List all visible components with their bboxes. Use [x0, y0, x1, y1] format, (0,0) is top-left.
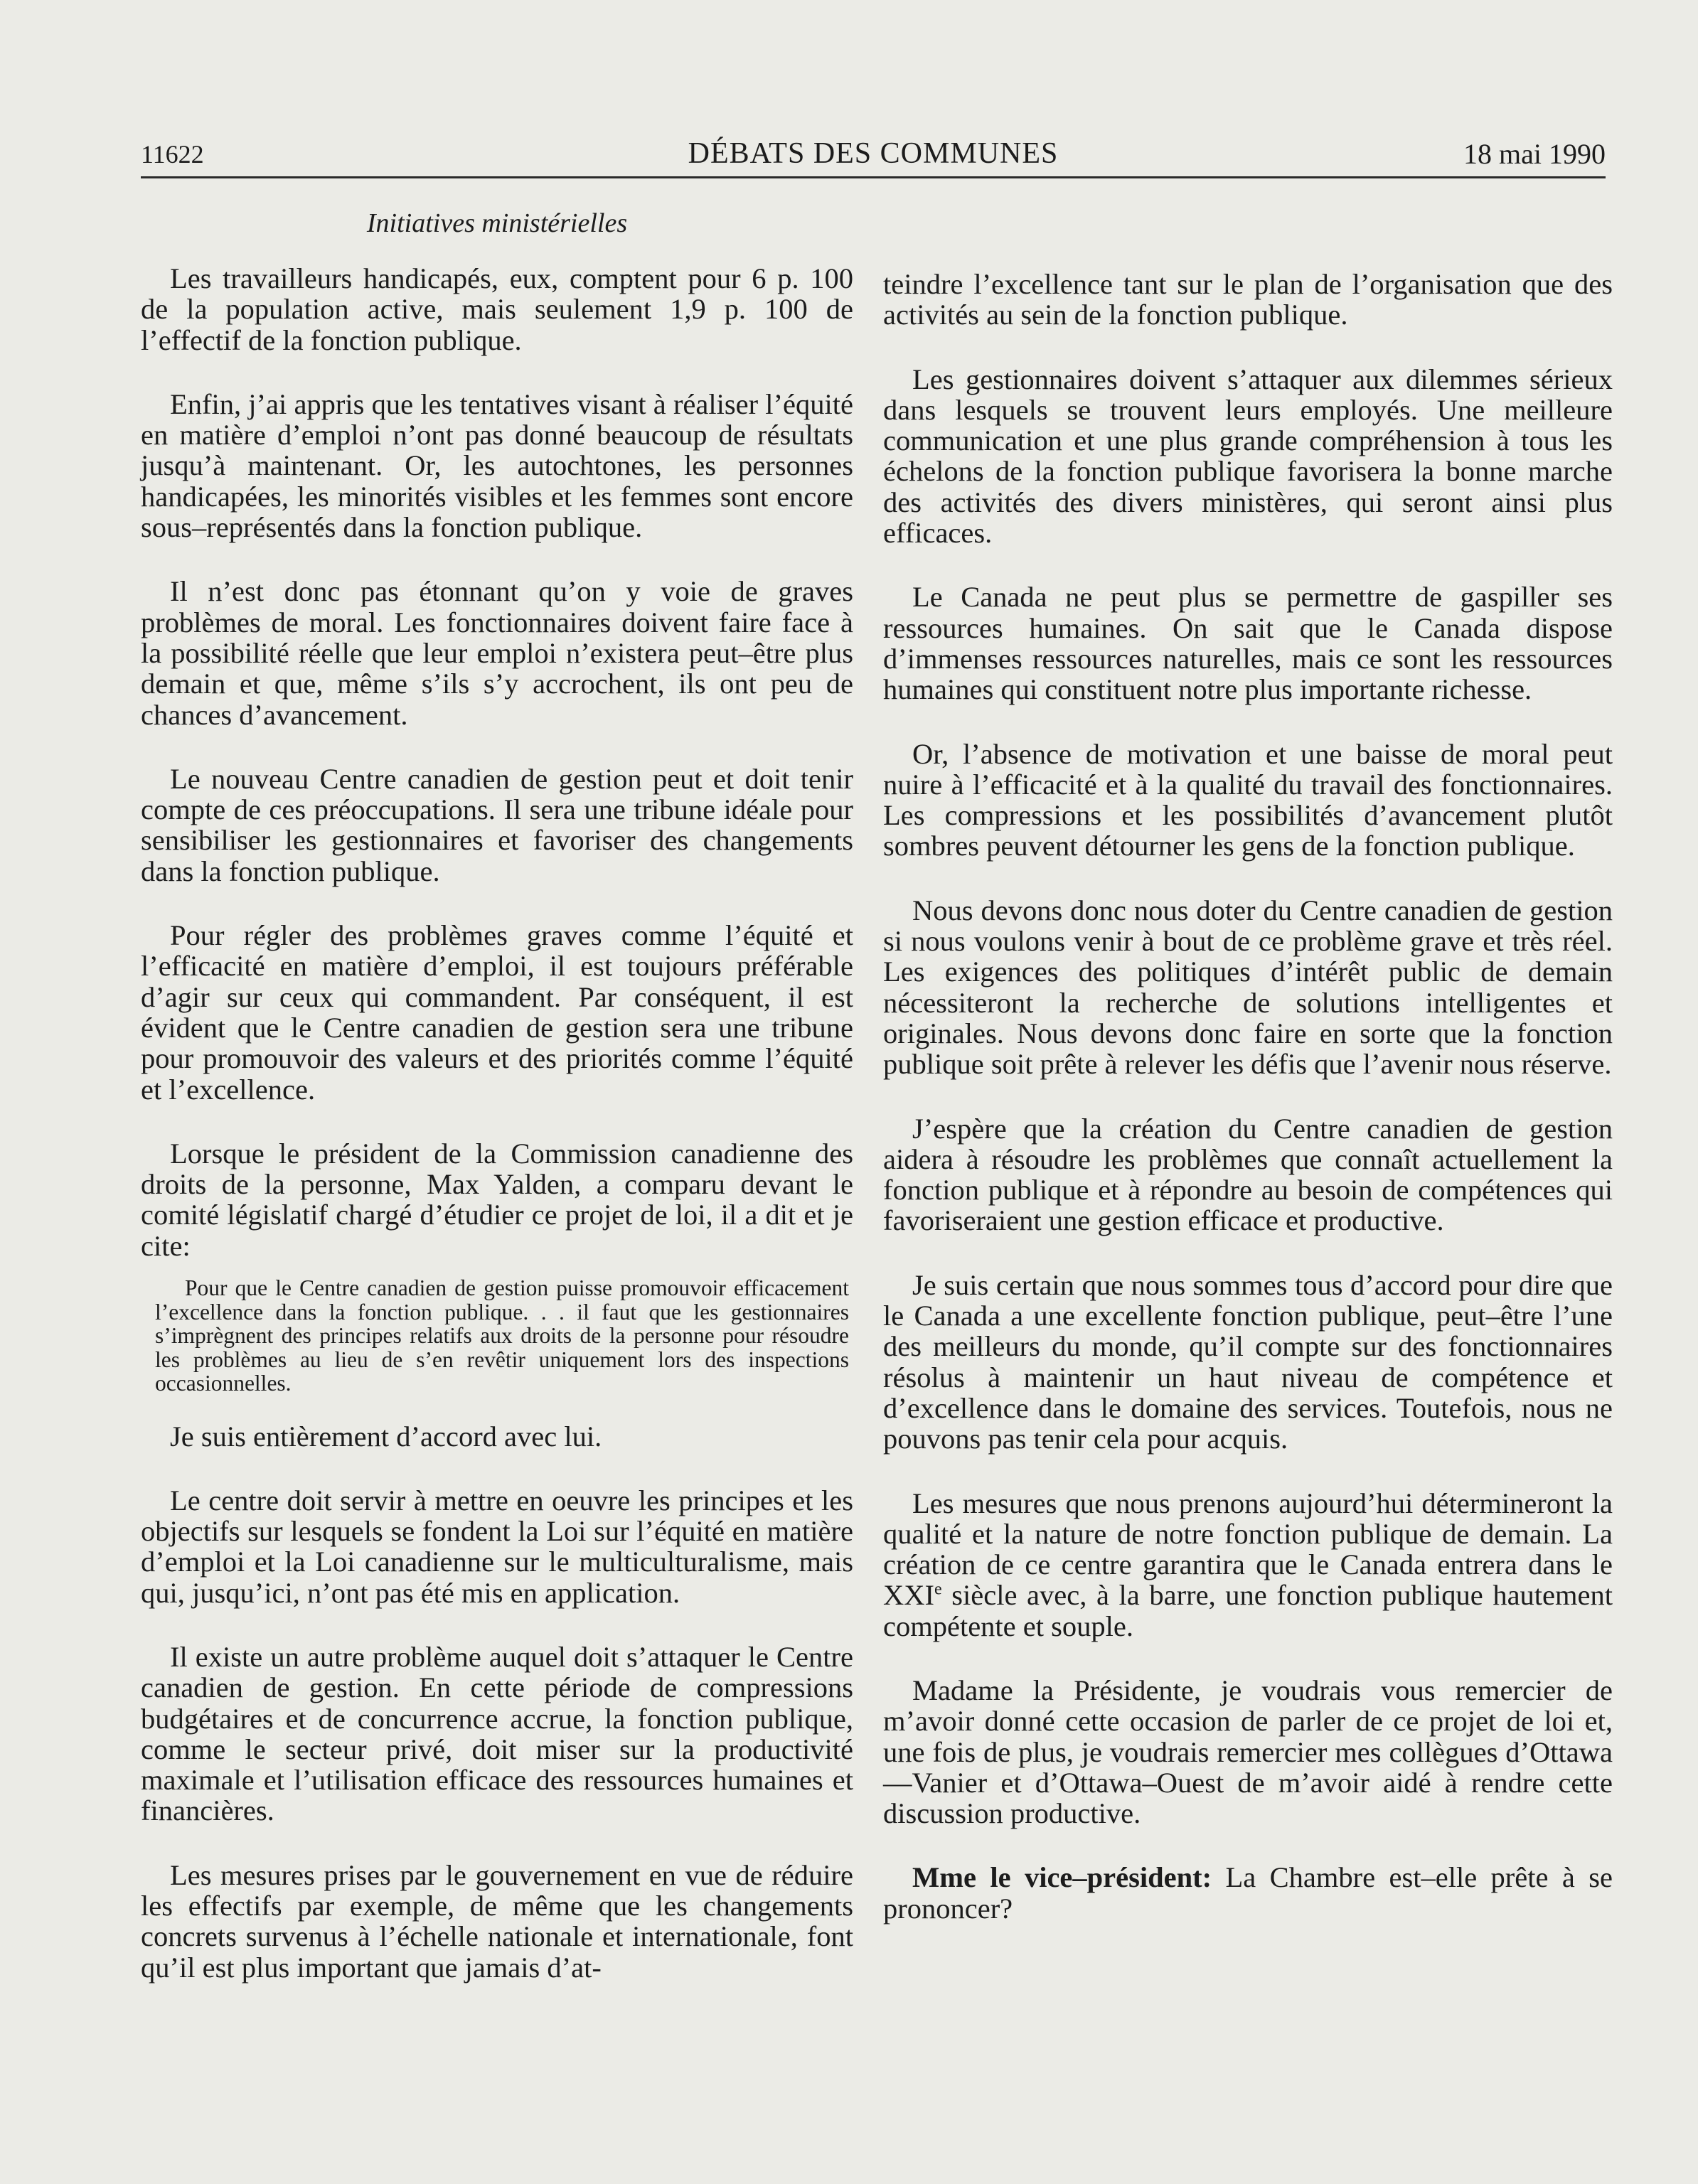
paragraph: Enfin, j’ai appris que les tentatives visant à réaliser l’équité en matière d’emploi n’ont pas donné beaucoup de résultats jusqu’à maintenant. Or, les autochtones, les personnes handicapées, les minorités visibles et les femmes sont encore sous–représentés dans la fonction publique.: [141, 387, 853, 544]
superscript: e: [934, 1580, 942, 1599]
paragraph-continued: teindre l’excellence tant sur le plan de l’organisation que des activités au sein de la fonction publique.: [883, 268, 1613, 331]
left-column: [141, 263, 853, 2016]
paragraph: Le nouveau Centre canadien de gestion peut et doit tenir compte de ces préoccupations. Il sera une tribune idéale pour sensibiliser les gestionnaires et favoriser des changements dans la fonction publique.: [141, 762, 853, 887]
paragraph: Or, l’absence de motivation et une baisse de moral peut nuire à l’efficacité et à la qualité du travail des fonctionnaires. Les compressions et les possibilités d’avancement plutôt sombres peuvent détourner les gens de la fonction publique.: [883, 737, 1613, 862]
paragraph: Les travailleurs handicapés, eux, comptent pour 6 p. 100 de la population active, mais seulement 1,9 p. 100 de l’effectif de la fonction publique.: [141, 262, 853, 356]
paragraph: Les gestionnaires doivent s’attaquer aux dilemmes sérieux dans lesquels se trouvent leurs employés. Une meilleure communication et une plus grande compréhension à tous les échelons de la fonction publique favorisera la bonne marche des activités des divers ministères, qui seront ainsi plus efficaces.: [883, 363, 1613, 550]
publication-date: 18 mai 1990: [1463, 138, 1606, 170]
paragraph: Lorsque le président de la Commission canadienne des droits de la personne, Max Yalden, a comparu devant le comité législatif chargé d’étudier ce projet de loi, il a dit et je cite:: [141, 1137, 853, 1262]
paragraph: Il existe un autre problème auquel doit s’attaquer le Centre canadien de gestion. En cette période de compressions budgétaires et de concurrence accrue, la fonction publique, comme le secteur privé, doit miser sur la productivité maximale et l’utilisation efficace des ressources humaines et financières.: [141, 1641, 853, 1827]
paragraph: Pour régler des problèmes graves comme l’équité et l’efficacité en matière d’emploi, il est toujours préférable d’agir sur ceux qui commandent. Par conséquent, il est évident que le Centre canadien de gestion sera une tribune pour promouvoir des valeurs et des priorités comme l’équité et l’excellence.: [141, 919, 853, 1106]
right-column: [883, 269, 1613, 1957]
xxi-text-before: Les mesures que nous prenons aujourd’hui détermineront la qualité et la nature de notre fonction publique de demain. La création de ce centre garantira que le Canada entrera dans le XXI: [883, 1487, 1613, 1612]
paragraph: Le Canada ne peut plus se permettre de gaspiller ses ressources humaines. On sait que le Canada dispose d’immenses ressources naturelles, mais ce sont les ressources humaines qui constituent notre plus importante richesse.: [883, 581, 1613, 706]
publication-title: DÉBATS DES COMMUNES: [688, 137, 1059, 170]
paragraph: Nous devons donc nous doter du Centre canadien de gestion si nous voulons venir à bout de ce problème grave et très réel. Les exigences des politiques d’intérêt public de demain nécessiteront la recherche de solutions intelligentes et originales. Nous devons donc faire en sorte que la fonction publique soit prête à relever les défis que l’avenir nous réserve.: [883, 894, 1613, 1081]
paragraph: Il n’est donc pas étonnant qu’on y voie de graves problèmes de moral. Les fonctionnaires doivent faire face à la possibilité réelle que leur emploi n’existera peut–être plus demain et que, même s’ils s’y accrochent, ils ont peu de chances d’avancement.: [141, 575, 853, 731]
paragraph-xxi-century: [883, 1488, 1613, 1642]
paragraph: Le centre doit servir à mettre en oeuvre les principes et les objectifs sur lesquels se fondent la Loi sur l’équité en matière d’emploi et la Loi canadienne sur le multiculturalisme, mais qui, jusqu’ici, n’ont pas été mis en application.: [141, 1484, 853, 1609]
paragraph: J’espère que la création du Centre canadien de gestion aidera à résoudre les problèmes que connaît actuellement la fonction publique et à répondre au besoin de compétences qui favoriseraient une gestion efficace et productive.: [883, 1112, 1613, 1237]
block-quote: Pour que le Centre canadien de gestion puisse promouvoir efficacement l’excellence dans la fonction publique. . . il faut que les gestionnaires s’imprègnent des principes relatifs aux droits de la personne pour résoudre les problèmes au lieu de s’en revêtir uniquement lors des inspections occasionnelles.: [155, 1275, 849, 1396]
paragraph: Les mesures prises par le gouvernement en vue de réduire les effectifs par exemple, de même que les changements concrets survenus à l’échelle nationale et internationale, font qu’il est plus important que jamais d’at-: [141, 1858, 853, 1984]
section-title: Initiatives ministérielles: [366, 208, 628, 238]
speaker-name: Mme le vice–président:: [912, 1861, 1212, 1894]
xxi-text-after: siècle avec, à la barre, une fonction publique hautement compétente et souple.: [883, 1579, 1613, 1642]
speaker-text: La Chambre est–elle prête à se prononcer?: [883, 1861, 1613, 1925]
page-number: 11622: [141, 140, 204, 168]
paragraph: Madame la Présidente, je voudrais vous remercier de m’avoir donné cette occasion de parler de ce projet de loi et, une fois de plus, je voudrais remercier mes collègues d’Ottawa—Vanier et d’Ottawa–Ouest de m’avoir aidé à rendre cette discussion productive.: [883, 1674, 1613, 1830]
page-header: [141, 132, 1606, 178]
paragraph: Je suis entièrement d’accord avec lui.: [170, 1420, 602, 1452]
speaker-paragraph: [883, 1862, 1613, 1924]
paragraph: Je suis certain que nous sommes tous d’accord pour dire que le Canada a une excellente fonction publique, peut–être l’une des meilleurs du monde, qu’il compte sur des fonctionnaires résolus à maintenir un haut niveau de compétence et d’excellence dans le domaine des services. Toutefois, nous ne pouvons pas tenir cela pour acquis.: [883, 1268, 1613, 1455]
